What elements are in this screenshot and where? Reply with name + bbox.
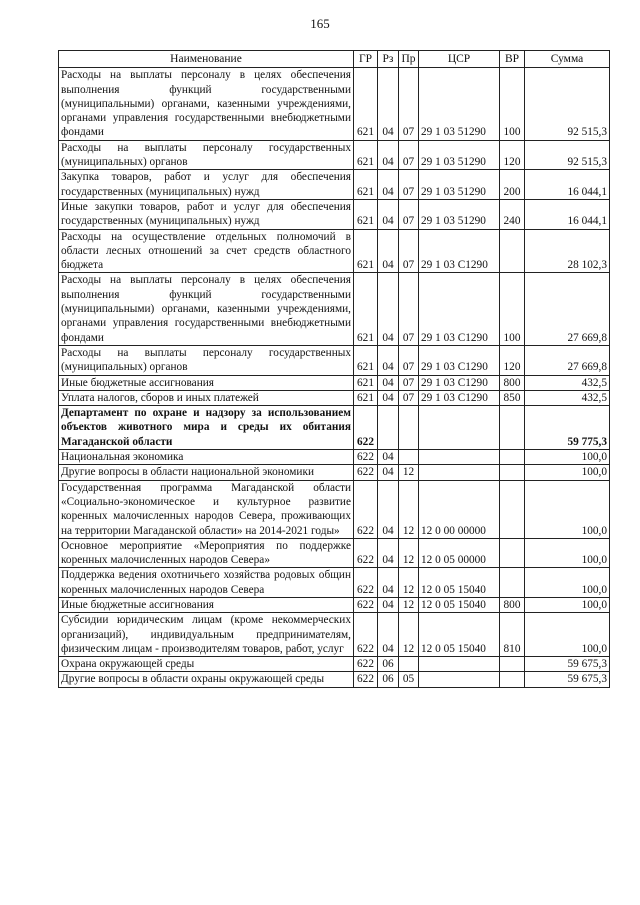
cell-csr: 29 1 03 С1290 xyxy=(419,390,500,405)
cell-rz: 06 xyxy=(378,657,399,672)
table-row xyxy=(59,568,610,598)
header-sum: Сумма xyxy=(525,51,610,68)
cell-vr: 100 xyxy=(500,273,525,345)
cell-sum: 27 669,8 xyxy=(525,273,610,345)
table-row xyxy=(59,68,610,140)
cell-sum: 432,5 xyxy=(525,375,610,390)
cell-name: Закупка товаров, работ и услуг для обеспечения государственных (муниципальных) нужд xyxy=(59,170,354,200)
cell-sum: 92 515,3 xyxy=(525,140,610,170)
cell-pr: 12 xyxy=(399,480,419,538)
cell-rz: 04 xyxy=(378,568,399,598)
cell-name: Субсидии юридическим лицам (кроме некоммерческих организаций), индивидуальным предпринимателям, физическим лицам - производителям товаров, работ, услуг xyxy=(59,613,354,657)
cell-csr: 12 0 05 15040 xyxy=(419,597,500,612)
cell-sum: 16 044,1 xyxy=(525,199,610,229)
cell-pr: 12 xyxy=(399,597,419,612)
cell-rz: 04 xyxy=(378,450,399,465)
cell-gr: 622 xyxy=(354,657,378,672)
table-row xyxy=(59,480,610,538)
cell-pr: 07 xyxy=(399,140,419,170)
cell-sum: 100,0 xyxy=(525,597,610,612)
table-row xyxy=(59,465,610,480)
cell-gr: 622 xyxy=(354,465,378,480)
cell-name: Национальная экономика xyxy=(59,450,354,465)
cell-vr xyxy=(500,672,525,687)
cell-csr xyxy=(419,657,500,672)
table-row xyxy=(59,199,610,229)
cell-gr: 622 xyxy=(354,450,378,465)
cell-gr: 622 xyxy=(354,538,378,568)
header-gr: ГР xyxy=(354,51,378,68)
table-row xyxy=(59,597,610,612)
cell-rz: 04 xyxy=(378,199,399,229)
cell-rz: 04 xyxy=(378,68,399,140)
cell-csr: 29 1 03 С1290 xyxy=(419,273,500,345)
cell-vr: 800 xyxy=(500,375,525,390)
cell-pr: 12 xyxy=(399,613,419,657)
cell-gr: 622 xyxy=(354,672,378,687)
cell-rz: 04 xyxy=(378,613,399,657)
table-row xyxy=(59,229,610,273)
cell-vr xyxy=(500,465,525,480)
cell-csr: 12 0 05 00000 xyxy=(419,538,500,568)
cell-rz: 04 xyxy=(378,345,399,375)
cell-csr xyxy=(419,450,500,465)
cell-csr: 29 1 03 51290 xyxy=(419,170,500,200)
cell-csr xyxy=(419,406,500,450)
cell-pr: 12 xyxy=(399,568,419,598)
cell-vr: 800 xyxy=(500,597,525,612)
cell-sum: 100,0 xyxy=(525,538,610,568)
header-pr: Пр xyxy=(399,51,419,68)
cell-name: Расходы на выплаты персоналу государственных (муниципальных) органов xyxy=(59,140,354,170)
cell-rz xyxy=(378,406,399,450)
table-row xyxy=(59,170,610,200)
table-row xyxy=(59,390,610,405)
cell-name: Поддержка ведения охотничьего хозяйства родовых общин коренных малочисленных народов Севера xyxy=(59,568,354,598)
cell-name: Основное мероприятие «Мероприятия по поддержке коренных малочисленных народов Севера» xyxy=(59,538,354,568)
cell-vr xyxy=(500,657,525,672)
cell-vr xyxy=(500,229,525,273)
cell-csr: 29 1 03 С1290 xyxy=(419,345,500,375)
cell-sum: 59 775,3 xyxy=(525,406,610,450)
cell-name: Иные закупки товаров, работ и услуг для обеспечения государственных (муниципальных) нужд xyxy=(59,199,354,229)
cell-sum: 59 675,3 xyxy=(525,672,610,687)
cell-sum: 16 044,1 xyxy=(525,170,610,200)
table-row xyxy=(59,657,610,672)
cell-pr: 07 xyxy=(399,345,419,375)
page-number: 165 xyxy=(310,16,330,31)
cell-rz: 04 xyxy=(378,465,399,480)
cell-pr: 07 xyxy=(399,170,419,200)
cell-pr: 07 xyxy=(399,229,419,273)
cell-gr: 621 xyxy=(354,229,378,273)
cell-name: Расходы на выплаты персоналу государственных (муниципальных) органов xyxy=(59,345,354,375)
table-row xyxy=(59,375,610,390)
header-row xyxy=(59,51,610,68)
cell-name: Департамент по охране и надзору за использованием объектов животного мира и среды их обитания Магаданской области xyxy=(59,406,354,450)
cell-csr: 29 1 03 51290 xyxy=(419,199,500,229)
header-name: Наименование xyxy=(59,51,354,68)
cell-vr: 120 xyxy=(500,345,525,375)
cell-rz: 04 xyxy=(378,170,399,200)
cell-rz: 04 xyxy=(378,375,399,390)
cell-gr: 621 xyxy=(354,375,378,390)
cell-rz: 04 xyxy=(378,597,399,612)
cell-pr: 07 xyxy=(399,375,419,390)
cell-pr: 07 xyxy=(399,68,419,140)
cell-vr: 200 xyxy=(500,170,525,200)
cell-pr: 07 xyxy=(399,273,419,345)
cell-rz: 04 xyxy=(378,480,399,538)
cell-gr: 622 xyxy=(354,597,378,612)
table-row xyxy=(59,613,610,657)
cell-sum: 100,0 xyxy=(525,480,610,538)
cell-sum: 432,5 xyxy=(525,390,610,405)
cell-csr xyxy=(419,672,500,687)
header-rz: Рз xyxy=(378,51,399,68)
cell-name: Иные бюджетные ассигнования xyxy=(59,597,354,612)
cell-vr xyxy=(500,568,525,598)
cell-csr: 29 1 03 С1290 xyxy=(419,375,500,390)
cell-gr: 622 xyxy=(354,568,378,598)
table-row xyxy=(59,538,610,568)
header-vr: ВР xyxy=(500,51,525,68)
table-row xyxy=(59,273,610,345)
cell-rz: 04 xyxy=(378,140,399,170)
cell-sum: 28 102,3 xyxy=(525,229,610,273)
cell-vr xyxy=(500,406,525,450)
cell-pr: 05 xyxy=(399,672,419,687)
cell-vr: 100 xyxy=(500,68,525,140)
table-row xyxy=(59,406,610,450)
table-body xyxy=(59,68,610,687)
cell-gr: 621 xyxy=(354,199,378,229)
cell-pr: 12 xyxy=(399,465,419,480)
cell-name: Охрана окружающей среды xyxy=(59,657,354,672)
cell-csr: 29 1 03 51290 xyxy=(419,140,500,170)
header-csr: ЦСР xyxy=(419,51,500,68)
cell-name: Другие вопросы в области охраны окружающей среды xyxy=(59,672,354,687)
cell-name: Расходы на выплаты персоналу в целях обеспечения выполнения функций государственными (муниципальными) органами, казенными учреждениями, органами управления государственными внебюджетными фондами xyxy=(59,273,354,345)
cell-vr: 810 xyxy=(500,613,525,657)
cell-rz: 04 xyxy=(378,538,399,568)
cell-pr: 07 xyxy=(399,199,419,229)
cell-gr: 621 xyxy=(354,140,378,170)
table-row xyxy=(59,140,610,170)
cell-csr: 29 1 03 С1290 xyxy=(419,229,500,273)
cell-name: Расходы на осуществление отдельных полномочий в области лесных отношений за счет средств областного бюджета xyxy=(59,229,354,273)
cell-csr: 12 0 00 00000 xyxy=(419,480,500,538)
cell-vr: 240 xyxy=(500,199,525,229)
cell-csr xyxy=(419,465,500,480)
cell-sum: 100,0 xyxy=(525,450,610,465)
cell-pr xyxy=(399,406,419,450)
cell-pr xyxy=(399,657,419,672)
cell-csr: 29 1 03 51290 xyxy=(419,68,500,140)
cell-sum: 27 669,8 xyxy=(525,345,610,375)
cell-pr: 12 xyxy=(399,538,419,568)
cell-csr: 12 0 05 15040 xyxy=(419,568,500,598)
cell-pr xyxy=(399,450,419,465)
cell-vr xyxy=(500,480,525,538)
cell-vr: 120 xyxy=(500,140,525,170)
cell-gr: 622 xyxy=(354,480,378,538)
cell-name: Уплата налогов, сборов и иных платежей xyxy=(59,390,354,405)
cell-sum: 100,0 xyxy=(525,568,610,598)
cell-pr: 07 xyxy=(399,390,419,405)
cell-sum: 100,0 xyxy=(525,613,610,657)
cell-gr: 621 xyxy=(354,273,378,345)
cell-name: Расходы на выплаты персоналу в целях обеспечения выполнения функций государственными (муниципальными) органами, казенными учреждениями, органами управления государственными внебюджетными фондами xyxy=(59,68,354,140)
budget-table xyxy=(58,50,610,688)
cell-name: Другие вопросы в области национальной экономики xyxy=(59,465,354,480)
cell-rz: 04 xyxy=(378,273,399,345)
cell-rz: 04 xyxy=(378,229,399,273)
cell-name: Государственная программа Магаданской области «Социально-экономическое и культурное развитие коренных малочисленных народов Севера, проживающих на территории Магаданской области» на 2014-2021 годы» xyxy=(59,480,354,538)
table-row xyxy=(59,450,610,465)
cell-vr xyxy=(500,450,525,465)
cell-gr: 622 xyxy=(354,406,378,450)
cell-sum: 92 515,3 xyxy=(525,68,610,140)
cell-vr xyxy=(500,538,525,568)
cell-gr: 621 xyxy=(354,68,378,140)
cell-gr: 621 xyxy=(354,390,378,405)
cell-csr: 12 0 05 15040 xyxy=(419,613,500,657)
cell-gr: 622 xyxy=(354,613,378,657)
cell-name: Иные бюджетные ассигнования xyxy=(59,375,354,390)
cell-gr: 621 xyxy=(354,345,378,375)
table-row xyxy=(59,672,610,687)
cell-rz: 06 xyxy=(378,672,399,687)
cell-sum: 59 675,3 xyxy=(525,657,610,672)
table-row xyxy=(59,345,610,375)
cell-gr: 621 xyxy=(354,170,378,200)
cell-rz: 04 xyxy=(378,390,399,405)
cell-vr: 850 xyxy=(500,390,525,405)
cell-sum: 100,0 xyxy=(525,465,610,480)
